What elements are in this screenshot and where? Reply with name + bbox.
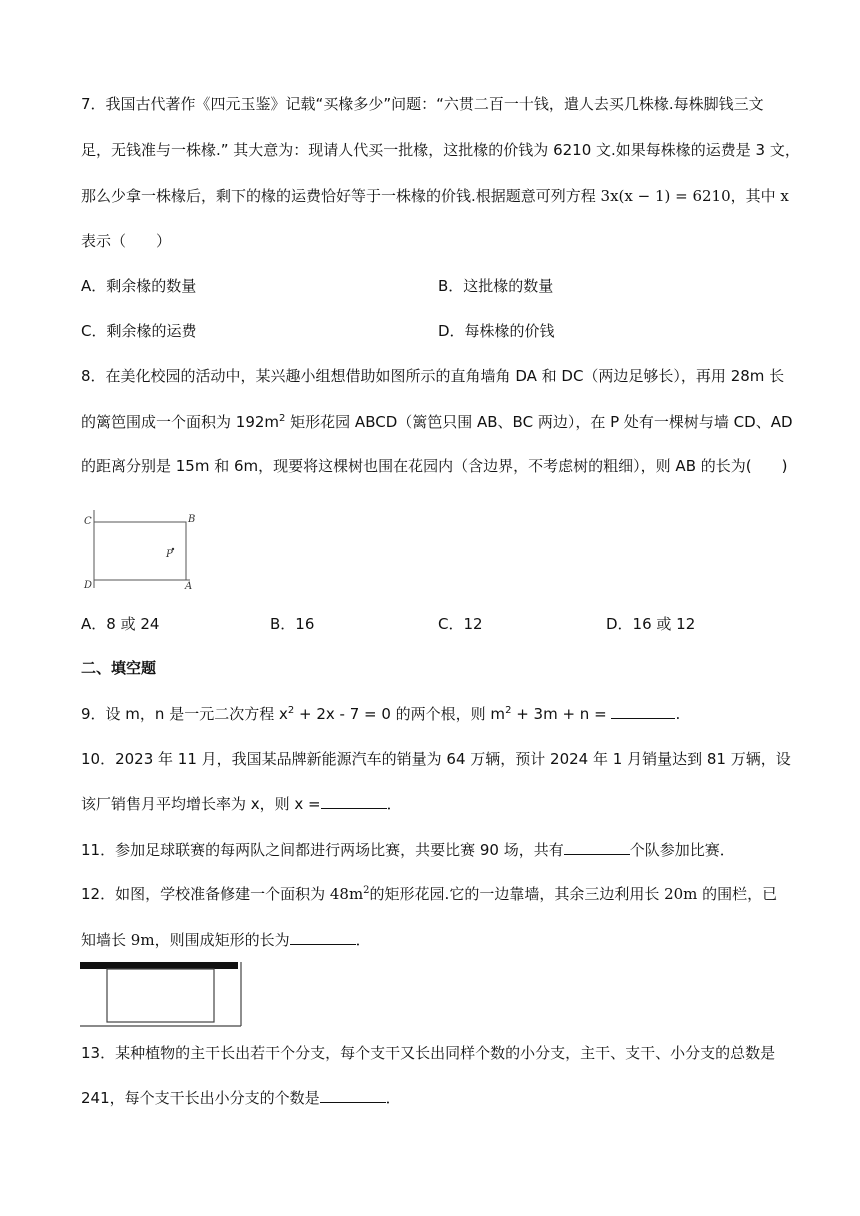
- q8-squared: 2: [279, 413, 286, 424]
- q12-text-e: ，则围成矩形的长为: [154, 931, 290, 949]
- q10-end: ．: [386, 795, 402, 813]
- q7-line-3-text: 那么少拿一株椽后，剩下的椽的运费恰好等于一株椽的价钱.根据题意可列方程: [81, 187, 601, 205]
- q13-line-2: [81, 1088, 401, 1108]
- q12-text-c: 的围栏，已: [697, 885, 778, 903]
- q7-equation: 3x(x − 1) = 6210: [600, 187, 731, 205]
- q8-line-2: [81, 412, 793, 432]
- q12-line-2: [81, 930, 371, 950]
- q9-sup-2: 2: [505, 705, 512, 716]
- q12-answer-blank[interactable]: [290, 930, 356, 945]
- q12-wall: 9m: [130, 931, 155, 949]
- q10-line-2: [81, 794, 402, 814]
- q11-line: [81, 840, 735, 860]
- q8-line-2-text: 的篱笆围成一个面积为 192m: [81, 413, 280, 431]
- q7-option-d[interactable]: D．每株椽的价钱: [438, 322, 555, 340]
- wall-bar: [80, 962, 238, 969]
- q10-text: 该厂销售月平均增长率为 x，则 x =: [81, 795, 321, 813]
- q11-text-a: 11．参加足球联赛的每两队之间都进行两场比赛，共要比赛 90 场，共有: [81, 841, 564, 859]
- q12-text-b: 的矩形花园.它的一边靠墙，其余三边利用长: [369, 885, 665, 903]
- q9-text-c: + 3m + n =: [511, 705, 607, 723]
- q7-line-3: [81, 186, 789, 206]
- q12-area: 48m: [329, 885, 364, 903]
- q12-line-1: [81, 884, 777, 904]
- q7-variable: x: [780, 187, 789, 205]
- q7-line-4: 表示（ ）: [81, 232, 172, 250]
- q8-garden-figure: [80, 508, 210, 598]
- q7-option-c[interactable]: C．剩余椽的运费: [81, 322, 197, 340]
- q12-wall-figure: [80, 960, 245, 1030]
- q9-end: .: [675, 705, 681, 723]
- q8-line-2-tail: 矩形花园 ABCD（篱笆只围 AB、BC 两边），在 P 处有一棵树与墙 CD、AD: [285, 413, 793, 431]
- label-b: B: [188, 514, 196, 525]
- garden-rectangle: [107, 969, 214, 1022]
- q9-text-a: 9．设 m，n 是一元二次方程 x: [81, 705, 288, 723]
- q10-line-1: 10．2023 年 11 月，我国某品牌新能源汽车的销量为 64 万辆，预计 2024 年 1 月销量达到 81 万辆，设: [81, 750, 791, 768]
- q8-line-3: 的距离分别是 15m 和 6m，现要将这棵树也围在花园内（含边界，不考虑树的粗细），则 AB 的长为( ): [81, 457, 788, 475]
- q8-option-c[interactable]: C．12: [438, 615, 483, 633]
- label-p: P: [166, 549, 173, 560]
- q13-answer-blank[interactable]: [320, 1088, 386, 1103]
- q7-option-b[interactable]: B．这批椽的数量: [438, 277, 554, 295]
- q7-line-2: 足，无钱准与一株椽.” 其大意为：现请人代买一批椽，这批椽的价钱为 6210 文.如果每株椽的运费是 3 文，: [81, 141, 800, 159]
- q8-line-1: 8．在美化校园的活动中，某兴趣小组想借助如图所示的直角墙角 DA 和 DC（两边足够长），再用 28m 长: [81, 367, 785, 385]
- q12-text-a: 12．如图，学校准备修建一个面积为: [81, 885, 330, 903]
- q11-text-b: 个队参加比赛．: [629, 841, 735, 859]
- q9-text-b: + 2x - 7 = 0 的两个根，则 m: [294, 705, 506, 723]
- q7-option-a[interactable]: A．剩余椽的数量: [81, 277, 197, 295]
- q12-text-d: 知墙长: [81, 931, 131, 949]
- q13-text: 241，每个支干长出小分支的个数是: [81, 1089, 320, 1107]
- q7-line-1: 7．我国古代著作《四元玉鉴》记载“买椽多少”问题：“六贯二百一十钱，遣人去买几株椽.每株脚钱三文: [81, 95, 764, 113]
- label-c: C: [84, 516, 92, 527]
- label-d: D: [84, 580, 93, 591]
- q10-answer-blank[interactable]: [321, 794, 387, 809]
- q9-line: [81, 704, 680, 724]
- q11-answer-blank[interactable]: [564, 840, 630, 855]
- q12-area-sup: 2: [363, 885, 370, 896]
- label-a: A: [185, 581, 193, 592]
- q8-option-d[interactable]: D．16 或 12: [606, 615, 696, 633]
- q12-end: ．: [355, 931, 371, 949]
- q8-option-b[interactable]: B．16: [270, 615, 315, 633]
- q8-option-a[interactable]: A．8 或 24: [81, 615, 160, 633]
- q9-sup-1: 2: [287, 705, 295, 716]
- q12-length: 20m: [664, 885, 698, 903]
- q13-end: ．: [385, 1089, 401, 1107]
- q7-line-3-tail: ，其中: [730, 187, 781, 205]
- section-heading: 二、填空题: [81, 659, 157, 677]
- q9-answer-blank[interactable]: [611, 704, 675, 719]
- q13-line-1: 13．某种植物的主干长出若干个分支，每个支干又长出同样个数的小分支，主干、支干、小分支的总数是: [81, 1044, 776, 1062]
